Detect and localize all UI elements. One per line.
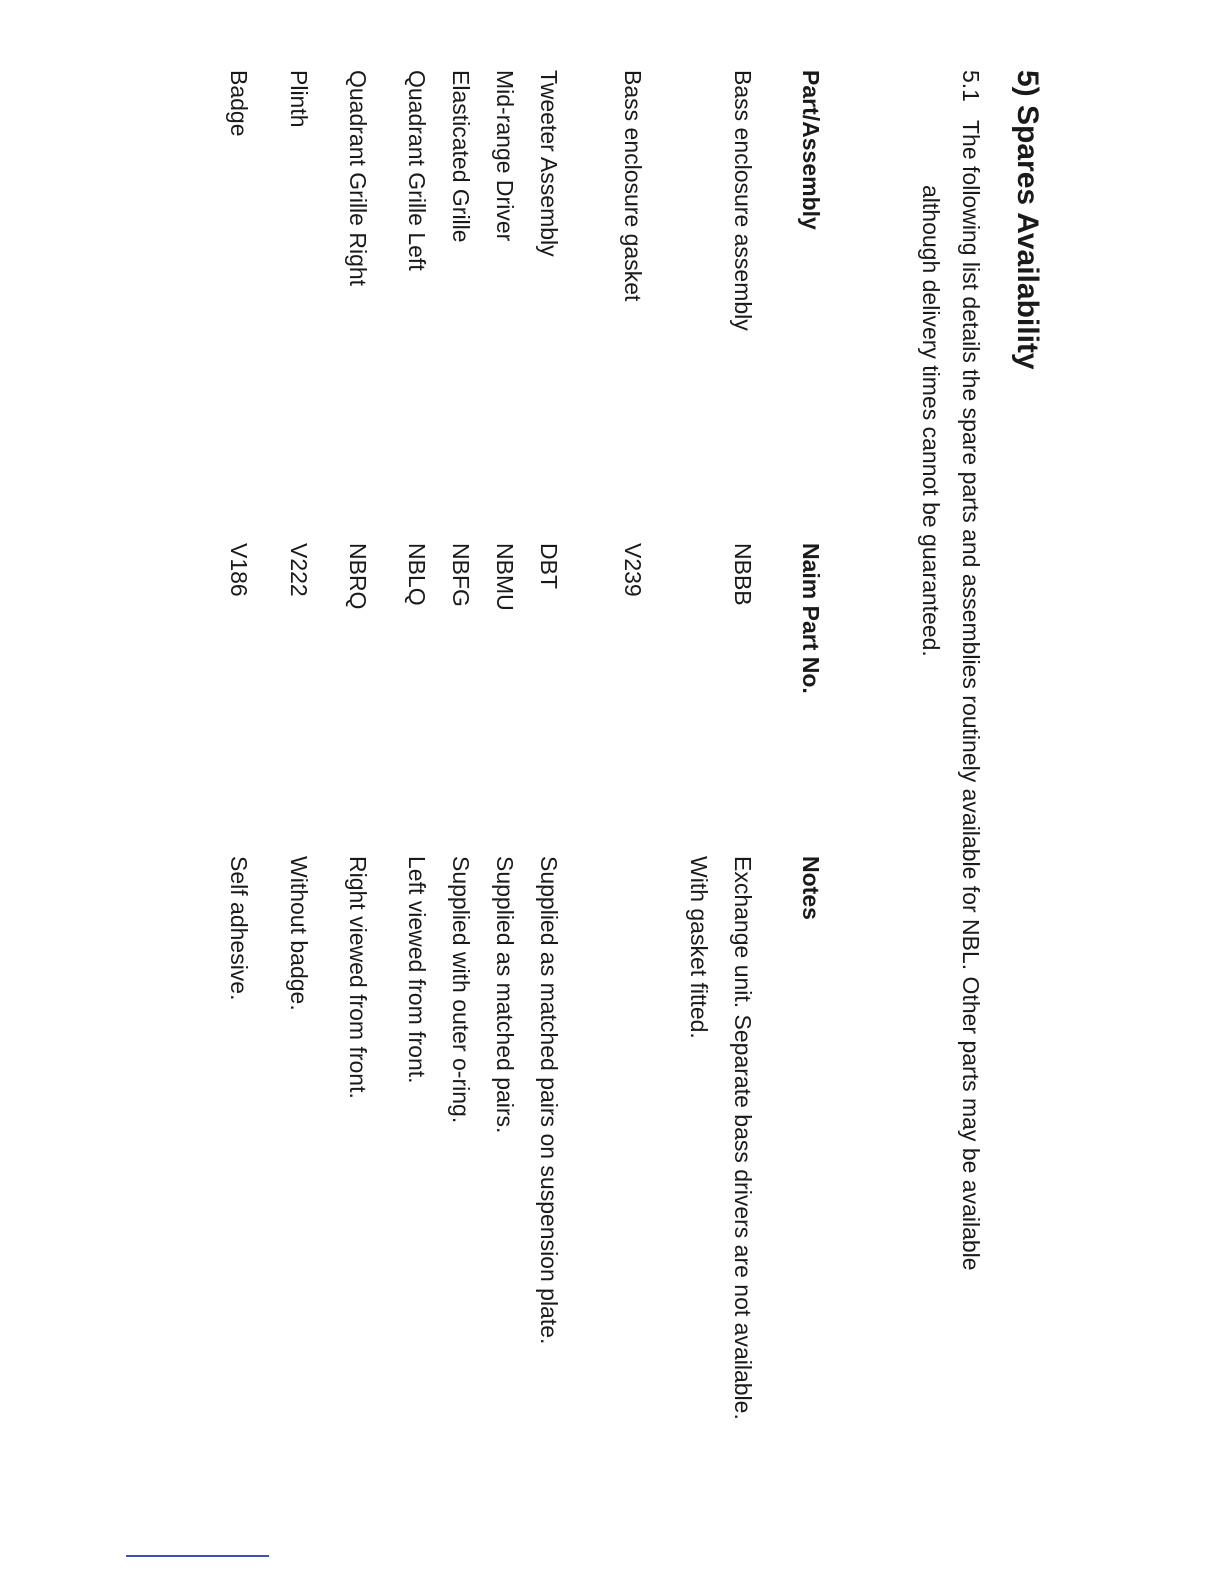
table-header-row [794, 70, 824, 1520]
cell-notes-continued: With gasket fitted. [686, 856, 712, 1039]
cell-part-no: DBT [536, 543, 562, 589]
cell-part-no: V186 [226, 543, 252, 597]
table-row [532, 70, 562, 1520]
table-row [282, 70, 312, 1520]
intro-line-1 [951, 70, 991, 1271]
intro-text-1: The following list details the spare parts and assemblies routinely available for NBL. Other parts may be available [958, 120, 984, 1271]
cell-part-no: V239 [620, 543, 646, 597]
cell-part-no: NBBB [730, 543, 756, 606]
cell-notes: Supplied as matched pairs. [492, 856, 518, 1134]
cell-notes: Supplied with outer o-ring. [448, 856, 474, 1124]
section-heading: 5) Spares Availability [1011, 70, 1044, 370]
cell-part-no: NBLQ [404, 543, 430, 606]
header-part: Part/Assembly [798, 70, 824, 230]
cell-part: Bass enclosure assembly [730, 70, 756, 331]
table-row [400, 70, 430, 1520]
intro-paragraph [911, 70, 991, 1271]
table-row [726, 70, 756, 1520]
cell-part: Badge [226, 70, 252, 137]
cell-part: Plinth [286, 70, 312, 128]
clause-number: 5.1 [958, 70, 984, 102]
cell-part-no: NBRQ [345, 543, 371, 610]
cell-part: Mid-range Driver [492, 70, 518, 242]
cell-part: Quadrant Grille Right [345, 70, 371, 287]
table-row [341, 70, 371, 1520]
intro-line-2: although delivery times cannot be guaranteed. [918, 185, 944, 657]
cell-part-no: V222 [286, 543, 312, 597]
margin-line-mark [126, 1555, 269, 1557]
cell-part-no: NBFG [448, 543, 474, 607]
table-row [488, 70, 518, 1520]
cell-notes: Exchange unit. Separate bass drivers are not available. [730, 856, 756, 1420]
cell-part: Elasticated Grille [448, 70, 474, 243]
cell-notes: Supplied as matched pairs on suspension plate. [536, 856, 562, 1345]
table-row [444, 70, 474, 1520]
cell-part: Quadrant Grille Left [404, 70, 430, 271]
table-row [222, 70, 252, 1520]
cell-notes: Right viewed from front. [345, 856, 371, 1099]
header-notes: Notes [798, 856, 824, 920]
header-part-no: Naim Part No. [798, 543, 824, 694]
cell-notes: Self adhesive. [226, 856, 252, 1001]
cell-part: Tweeter Assembly [536, 70, 562, 257]
table-row [616, 70, 646, 1520]
cell-notes: Without badge. [286, 856, 312, 1011]
cell-part-no: NBMU [492, 543, 518, 611]
cell-part: Bass enclosure gasket [620, 70, 646, 302]
cell-notes: Left viewed from front. [404, 856, 430, 1084]
table-row-continuation [682, 70, 712, 1520]
